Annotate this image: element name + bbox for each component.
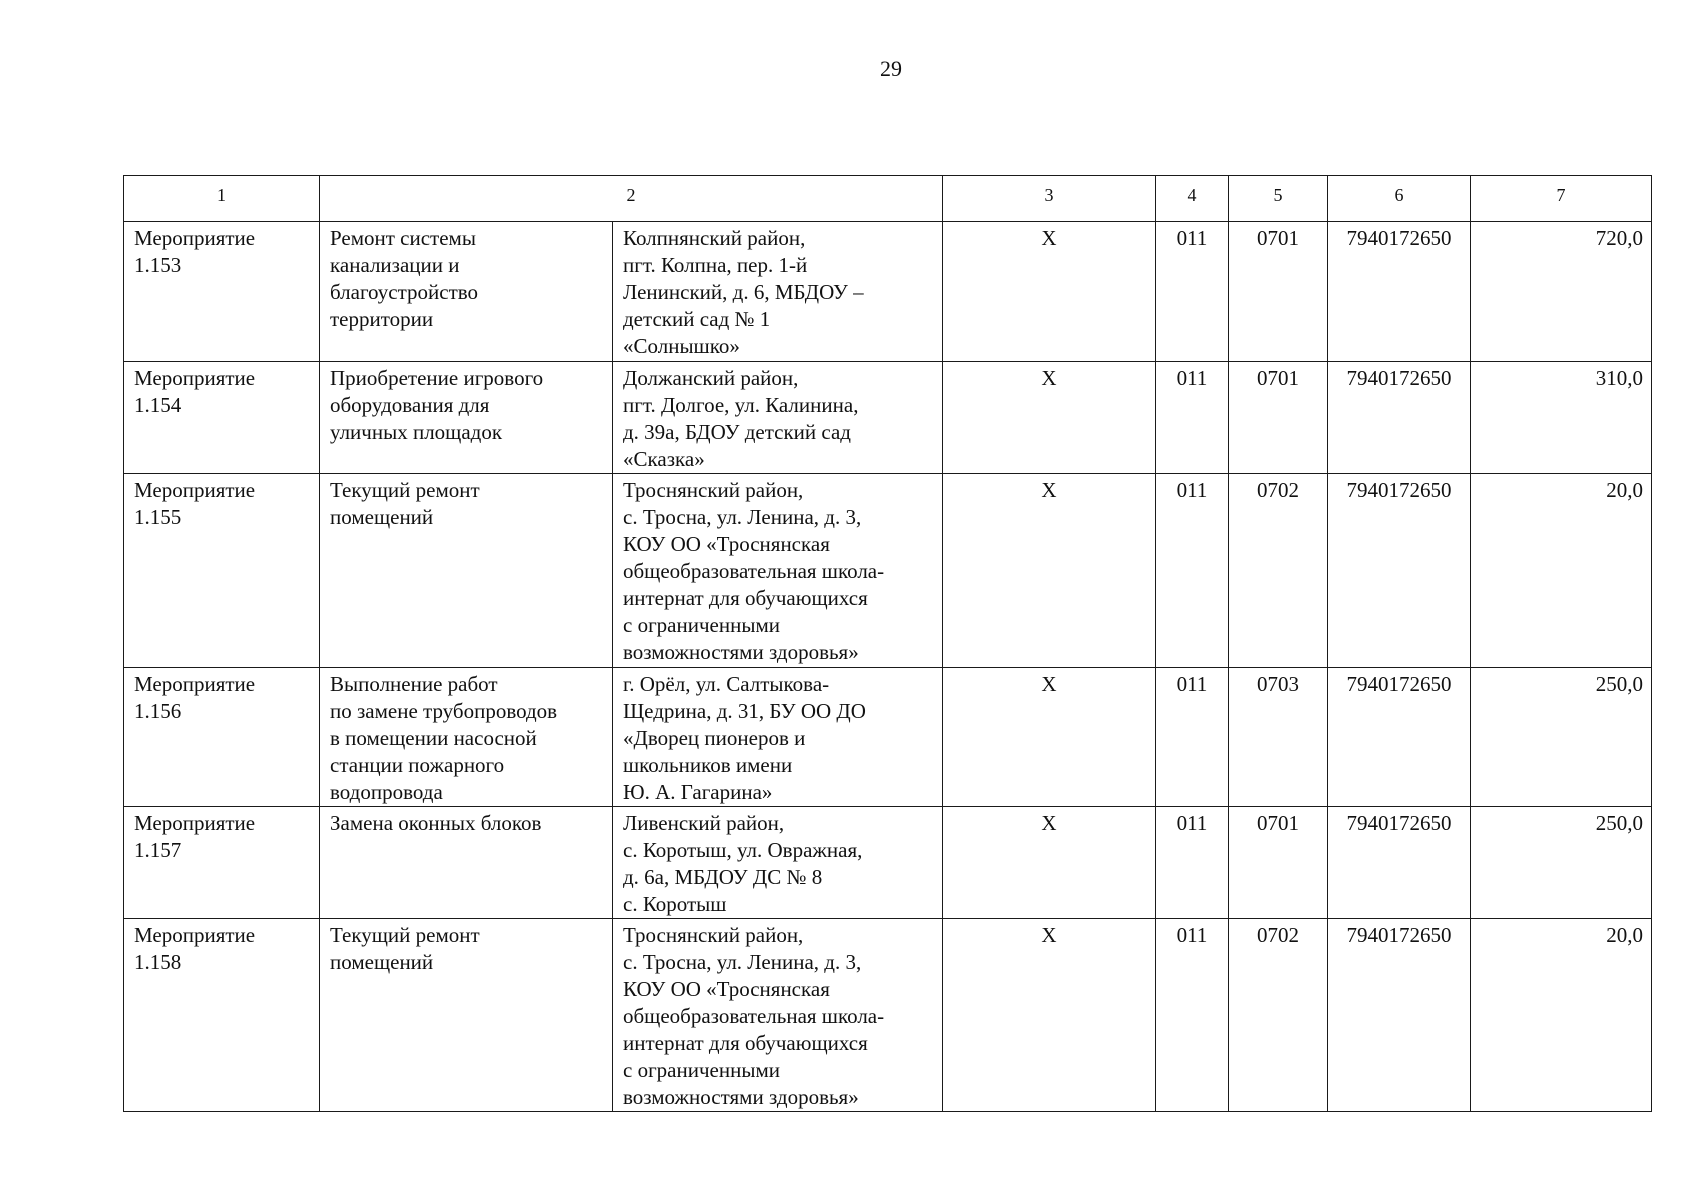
- table-row: [124, 362, 1652, 474]
- budget-table: [123, 175, 1652, 1112]
- table-row: [124, 807, 1652, 919]
- code-6-cell: 7940172650: [1328, 668, 1471, 807]
- page-number: 29: [880, 56, 902, 81]
- header-cell: 3: [943, 176, 1156, 222]
- amount-cell: 250,0: [1471, 668, 1652, 807]
- mark-cell: Х: [943, 362, 1156, 474]
- mark-cell: Х: [943, 668, 1156, 807]
- amount-cell: 20,0: [1471, 474, 1652, 668]
- header-cell: 5: [1229, 176, 1328, 222]
- amount-cell: 720,0: [1471, 222, 1652, 362]
- code-4-cell: 011: [1156, 807, 1229, 919]
- mark-cell: Х: [943, 474, 1156, 668]
- code-5-cell: 0701: [1229, 222, 1328, 362]
- header-cell: 7: [1471, 176, 1652, 222]
- address-cell: Ливенский район, с. Коротыш, ул. Овражная, д. 6а, МБДОУ ДС № 8 с. Коротыш: [613, 807, 943, 919]
- header-cell: 6: [1328, 176, 1471, 222]
- address-cell: Троснянский район, с. Тросна, ул. Ленина, д. 3, КОУ ОО «Троснянская общеобразовательная школа- интернат для обучающихся с ограниченными возможностями здоровья»: [613, 919, 943, 1112]
- code-4-cell: 011: [1156, 362, 1229, 474]
- amount-cell: 310,0: [1471, 362, 1652, 474]
- address-cell: Троснянский район, с. Тросна, ул. Ленина, д. 3, КОУ ОО «Троснянская общеобразовательная школа- интернат для обучающихся с ограниченными возможностями здоровья»: [613, 474, 943, 668]
- work-description-cell: Текущий ремонт помещений: [320, 474, 613, 668]
- code-5-cell: 0701: [1229, 807, 1328, 919]
- header-cell: 1: [124, 176, 320, 222]
- event-cell: Мероприятие 1.156: [124, 668, 320, 807]
- code-6-cell: 7940172650: [1328, 474, 1471, 668]
- header-row: [124, 176, 1652, 222]
- code-6-cell: 7940172650: [1328, 807, 1471, 919]
- event-cell: Мероприятие 1.153: [124, 222, 320, 362]
- table-row: [124, 919, 1652, 1112]
- table-row: [124, 474, 1652, 668]
- mark-cell: Х: [943, 807, 1156, 919]
- table-row: [124, 668, 1652, 807]
- mark-cell: Х: [943, 222, 1156, 362]
- code-4-cell: 011: [1156, 668, 1229, 807]
- event-cell: Мероприятие 1.157: [124, 807, 320, 919]
- address-cell: Колпнянский район, пгт. Колпна, пер. 1-й Ленинский, д. 6, МБДОУ – детский сад № 1 «Солнышко»: [613, 222, 943, 362]
- amount-cell: 250,0: [1471, 807, 1652, 919]
- mark-cell: Х: [943, 919, 1156, 1112]
- code-5-cell: 0702: [1229, 919, 1328, 1112]
- event-cell: Мероприятие 1.158: [124, 919, 320, 1112]
- amount-cell: 20,0: [1471, 919, 1652, 1112]
- work-description-cell: Ремонт системы канализации и благоустройство территории: [320, 222, 613, 362]
- address-cell: г. Орёл, ул. Салтыкова- Щедрина, д. 31, БУ ОО ДО «Дворец пионеров и школьников имени Ю. А. Гагарина»: [613, 668, 943, 807]
- code-5-cell: 0703: [1229, 668, 1328, 807]
- work-description-cell: Замена оконных блоков: [320, 807, 613, 919]
- work-description-cell: Выполнение работ по замене трубопроводов в помещении насосной станции пожарного водопровода: [320, 668, 613, 807]
- event-cell: Мероприятие 1.154: [124, 362, 320, 474]
- work-description-cell: Приобретение игрового оборудования для уличных площадок: [320, 362, 613, 474]
- code-6-cell: 7940172650: [1328, 222, 1471, 362]
- code-6-cell: 7940172650: [1328, 919, 1471, 1112]
- header-cell: 2: [320, 176, 943, 222]
- code-5-cell: 0701: [1229, 362, 1328, 474]
- code-6-cell: 7940172650: [1328, 362, 1471, 474]
- address-cell: Должанский район, пгт. Долгое, ул. Калинина, д. 39а, БДОУ детский сад «Сказка»: [613, 362, 943, 474]
- header-cell: 4: [1156, 176, 1229, 222]
- code-4-cell: 011: [1156, 222, 1229, 362]
- code-5-cell: 0702: [1229, 474, 1328, 668]
- code-4-cell: 011: [1156, 474, 1229, 668]
- code-4-cell: 011: [1156, 919, 1229, 1112]
- event-cell: Мероприятие 1.155: [124, 474, 320, 668]
- work-description-cell: Текущий ремонт помещений: [320, 919, 613, 1112]
- table-row: [124, 222, 1652, 362]
